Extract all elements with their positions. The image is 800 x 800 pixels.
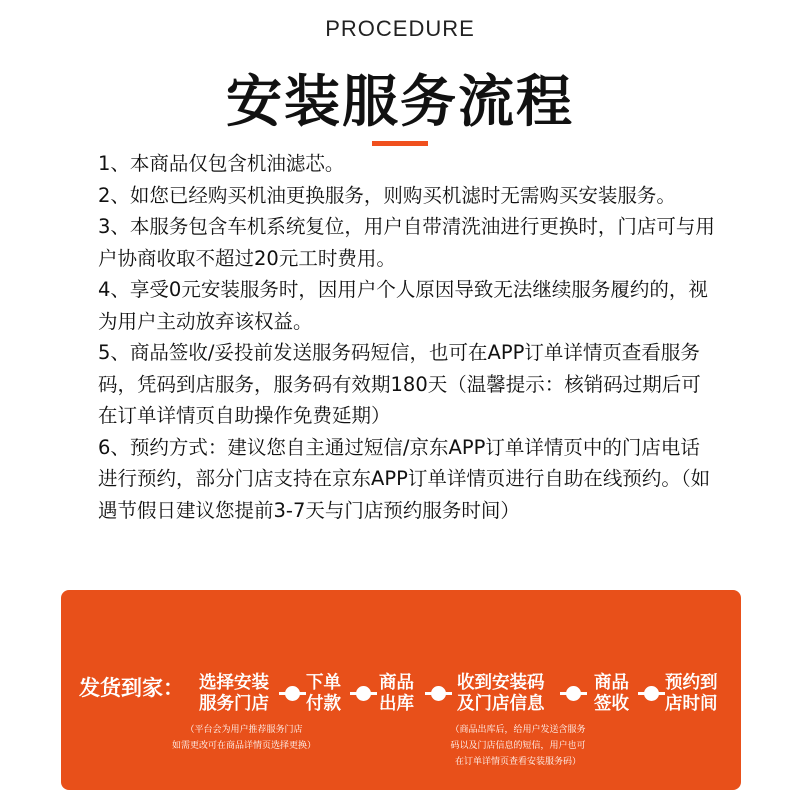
rule-item-3: 3、本服务包含车机系统复位，用户自带清洗油进行更换时，门店可与用户协商收取不超过20元工时费用。	[98, 215, 715, 270]
store-selection-note	[149, 722, 339, 754]
service-rules-list	[98, 148, 718, 526]
note-line: （平台会为用户推荐服务门店	[185, 725, 303, 735]
flow-connector-dot-icon	[431, 686, 446, 701]
flow-step-label: 下单	[306, 673, 341, 693]
flow-step-order-pay	[306, 673, 341, 715]
flow-connector-dot-icon	[644, 686, 659, 701]
flow-connector-dot-icon	[285, 686, 300, 701]
rule-item-1: 1、本商品仅包含机油滤芯。	[98, 152, 345, 175]
flow-panel	[61, 590, 741, 790]
flow-step-label: 出库	[379, 694, 414, 714]
title-accent-bar	[372, 141, 428, 146]
rule-item-5: 5、商品签收/妥投前发送服务码短信，也可在APP订单详情页查看服务码，凭码到店服务，服务码有效期180天（温馨提示：核销码过期后可在订单详情页自助操作免费延期）	[98, 341, 701, 427]
flow-step-label: 收到安装码	[457, 673, 545, 693]
procedure-subtitle: PROCEDURE	[325, 16, 475, 41]
flow-step-book-time	[665, 673, 718, 715]
note-line: 如需更改可在商品详情页选择更换）	[171, 741, 316, 751]
page-title: 安装服务流程	[226, 70, 574, 135]
flow-step-label: 服务门店	[199, 694, 269, 714]
note-line: 码以及门店信息的短信，用户也可	[450, 741, 586, 751]
flow-step-label: 商品	[379, 673, 414, 693]
note-line: 在订单详情页查看安装服务码）	[454, 757, 581, 767]
note-line: （商品出库后，给用户发送含服务	[450, 725, 586, 735]
rule-item-6: 6、预约方式：建议您自主通过短信/京东APP订单详情页中的门店电话进行预约，部分门店支持在京东APP订单详情页进行自助在线预约。（如遇节假日建议您提前3-7天与门店预约服务时间）	[98, 435, 711, 522]
rule-item-4: 4、享受0元安装服务时，因用户个人原因导致无法继续服务履约的，视为用户主动放弃该权益。	[98, 278, 708, 333]
flow-lead-label: 发货到家：	[79, 676, 184, 700]
flow-step-label: 商品	[594, 673, 629, 693]
flow-step-label: 选择安装	[199, 673, 269, 693]
flow-step-ship-out	[379, 673, 414, 715]
flow-step-receive-code	[457, 673, 545, 715]
flow-step-label: 付款	[306, 694, 341, 714]
flow-step-label: 签收	[594, 694, 629, 714]
flow-step-label: 及门店信息	[457, 694, 545, 714]
flow-step-sign-receipt	[594, 673, 629, 715]
flow-connector-dot-icon	[566, 686, 581, 701]
flow-step-label: 店时间	[665, 694, 718, 714]
flow-connector-dot-icon	[356, 686, 371, 701]
flow-step-label: 预约到	[665, 673, 718, 693]
flow-step-select-store	[199, 673, 269, 715]
rule-item-2: 2、如您已经购买机油更换服务，则购买机滤时无需购买安装服务。	[98, 183, 676, 207]
service-code-note	[423, 722, 613, 770]
